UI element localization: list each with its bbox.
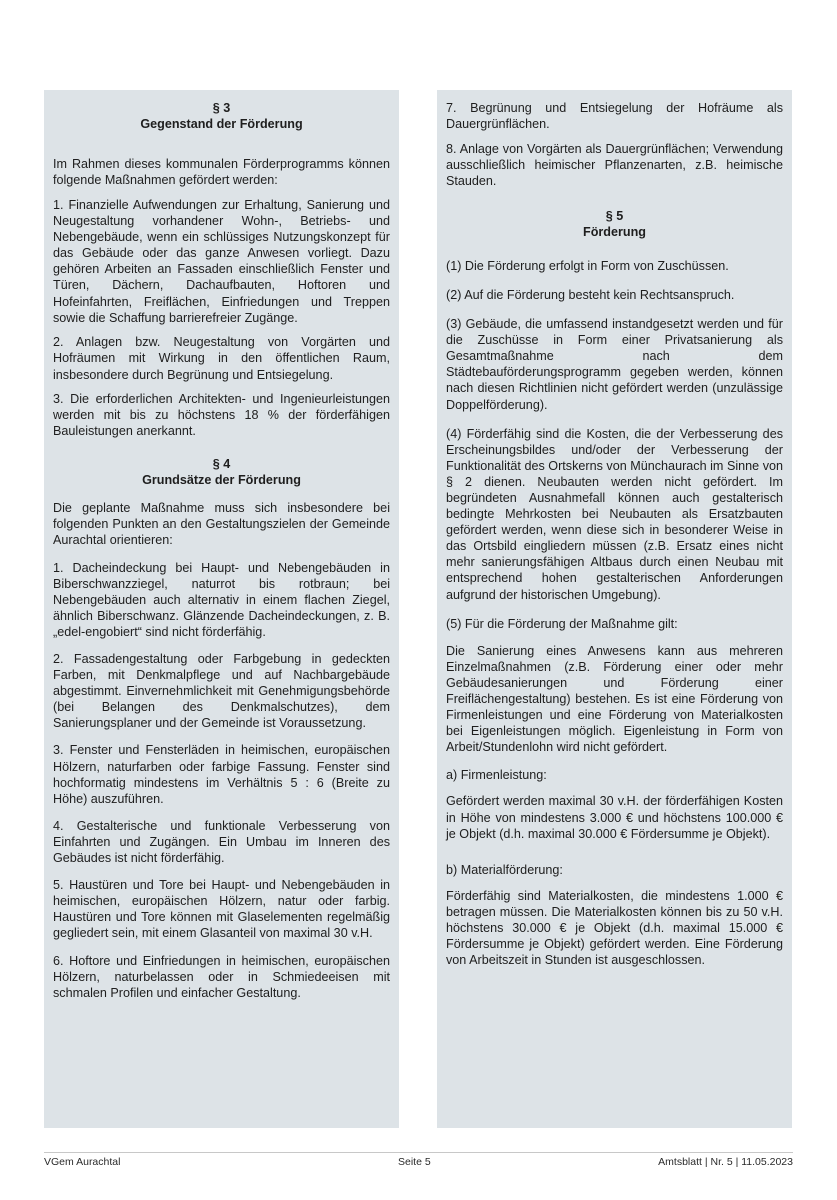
section-4-heading <box>53 456 390 488</box>
section-4-number: § 4 <box>212 457 231 472</box>
firmenleistung-text: Gefördert werden maximal 30 v.H. der förderfähigen Kosten in Höhe von mindestens 3.000 € und höchstens 100.000 € je Objekt (d.h. maximal 30.000 € Fördersumme je Objekt). <box>446 794 783 841</box>
section-4-item: 7. Begrünung und Entsiegelung der Hofräume als Dauergrünflächen. <box>446 101 783 132</box>
section-3-item: 3. Die erforderlichen Architekten- und Ingenieurleistungen werden mit bis zu höchstens 18 % der förderfähigen Bauleistungen anerkannt. <box>53 392 390 439</box>
section-5-heading <box>446 208 783 240</box>
footer-page-number: Seite 5 <box>398 1156 431 1168</box>
section-3-item: 2. Anlagen bzw. Neugestaltung von Vorgärten und Hofräumen mit Wirkung in den öffentlichen Raum, insbesondere durch Begrünung und Entsiegelung. <box>53 335 390 382</box>
section-4-item: 5. Haustüren und Tore bei Haupt- und Nebengebäuden in heimischen, europäischen Hölzern, natur oder farbig. Haustüren und Tore können mit Glaselementen regelmäßig gegliedert sein, mit einem Glasanteil von maximal 30 v.H. <box>53 878 390 941</box>
section-4-item: 3. Fenster und Fensterläden in heimischen, europäischen Hölzern, naturfarben oder farbige Fassung. Fenster sind hochformatig mindestens im Verhältnis 5 : 6 (Breite zu Höhe) auszuführen. <box>53 743 390 806</box>
section-3-heading <box>53 100 390 132</box>
section-4-item: 1. Dacheindeckung bei Haupt- und Nebengebäuden in Biberschwanzziegel, naturrot bis rotbraun; bei Nebengebäuden auch alternativ in einem flachen Ziegel, ähnlich Biberschwanz. Glänzende Dacheindeckungen, z. B. „edel-engobiert“ sind nicht förderfähig. <box>53 560 390 639</box>
section-5-paragraph: (2) Auf die Förderung besteht kein Rechtsanspruch. <box>446 287 735 302</box>
left-column <box>44 90 399 1128</box>
firmenleistung-label: a) Firmenleistung: <box>446 768 547 783</box>
section-4-item: 4. Gestalterische und funktionale Verbesserung von Einfahrten und Zugängen. Ein Umbau im Inneren des Gebäudes ist nicht förderfähig. <box>53 818 390 866</box>
section-3-title: Gegenstand der Förderung <box>140 117 303 132</box>
section-5-paragraph: (4) Förderfähig sind die Kosten, die der Verbesserung des Erscheinungsbildes und/oder der Verbesserung der Funktionalität des Ortskerns von Münchaurach im Sinne von § 2 dienen. Neubauten werden nicht gefördert. Im begründeten Ausnahmefall können auch gestalterisch bedingte Mehrkosten bei Neubauten als Ersatzbauten gefördert werden, wenn diese sich in besonderer Weise in das Ortsbild eingliedern müssen (z.B. Ersatz eines nicht mehr sanierungsfähigen Altbaus durch einen Neubau mit entsprechend hohen gestalterischen Anforderungen aufgrund der historischen Umgebung). <box>446 426 783 602</box>
materialfoerderung-label: b) Materialförderung: <box>446 862 563 877</box>
footer-publisher: VGem Aurachtal <box>44 1156 121 1168</box>
section-4-item: 2. Fassadengestaltung oder Farbgebung in gedeckten Farben, mit Denkmalpflege und auf Nachbargebäude abgestimmt. Einvernehmlichkeit mit Genehmigungsbehörde (bei Belangen des Denkmalschutzes), dem Sanierungsplaner und der Gemeinde ist Voraussetzung. <box>53 652 390 731</box>
section-4-item: 6. Hoftore und Einfriedungen in heimischen, europäischen Hölzern, naturbelassen oder in Schmiedeeisen mit schmalen Profilen und einfacher Gestaltung. <box>53 953 390 1000</box>
section-5-paragraph: Die Sanierung eines Anwesens kann aus mehreren Einzelmaßnahmen (z.B. Förderung einer oder mehr Gebäudesanierungen und Förderung einer Freiflächengestaltung) bestehen. Es ist eine Förderung von Firmenleistungen und eine Förderung von Materialkosten bei Eigenleistungen möglich. Eigenleistung in Form von Arbeit/Stundenlohn wird nicht gefördert. <box>446 643 783 755</box>
section-5-number: § 5 <box>605 208 624 223</box>
right-column <box>437 90 792 1128</box>
section-3-number: § 3 <box>212 101 231 115</box>
page-footer <box>44 1152 793 1168</box>
section-5-paragraph: (5) Für die Förderung der Maßnahme gilt: <box>446 616 678 631</box>
section-4-item: 8. Anlage von Vorgärten als Dauergrünflächen; Verwendung ausschließlich heimischer Pflanzenarten, z.B. heimische Stauden. <box>446 141 783 188</box>
section-4-intro: Die geplante Maßnahme muss sich insbesondere bei folgenden Punkten an den Gestaltungszielen der Gemeinde Aurachtal orientieren: <box>53 501 390 548</box>
section-3-intro: Im Rahmen dieses kommunalen Förderprogramms können folgende Maßnahmen gefördert werden: <box>53 157 390 188</box>
footer-issue: Amtsblatt | Nr. 5 | 11.05.2023 <box>658 1156 793 1168</box>
section-3-item: 1. Finanzielle Aufwendungen zur Erhaltung, Sanierung und Neugestaltung vorhandener Wohn-, Betriebs- und Nebengebäude, wenn ein schlüssiges Nutzungskonzept für das Gebäude oder das ganze Anwesen vorliegt. Dazu gehören Arbeiten an Fassaden einschließlich Fenster und Türen, Dächern, Dachaufbauten, Hoftoren und Hofeinfahrten, Freiflächen, Einfriedungen und Treppen sowie die Schaffung barrierefreier Zugänge. <box>53 197 390 325</box>
section-5-title: Förderung <box>583 224 646 239</box>
section-4-title: Grundsätze der Förderung <box>142 473 301 488</box>
section-5-paragraph: (1) Die Förderung erfolgt in Form von Zuschüssen. <box>446 258 729 273</box>
materialfoerderung-text: Förderfähig sind Materialkosten, die mindestens 1.000 € betragen müssen. Die Materialkosten können bis zu 50 v.H. höchstens 30.000 € je Objekt (d.h. maximal 15.000 € Fördersumme je Objekt) gefördert werden. Eine Förderung von Arbeitszeit in Stunden ist ausgeschlossen. <box>446 888 783 968</box>
section-5-paragraph: (3) Gebäude, die umfassend instandgesetzt werden und für die Zuschüsse in Form einer Privatsanierung als Gesamtmaßnahme nach dem Städtebauförderungsprogramm gegeben werden, können nach diesen Richtlinien nicht gefördert werden (unzulässige Doppelförderung). <box>446 317 783 412</box>
